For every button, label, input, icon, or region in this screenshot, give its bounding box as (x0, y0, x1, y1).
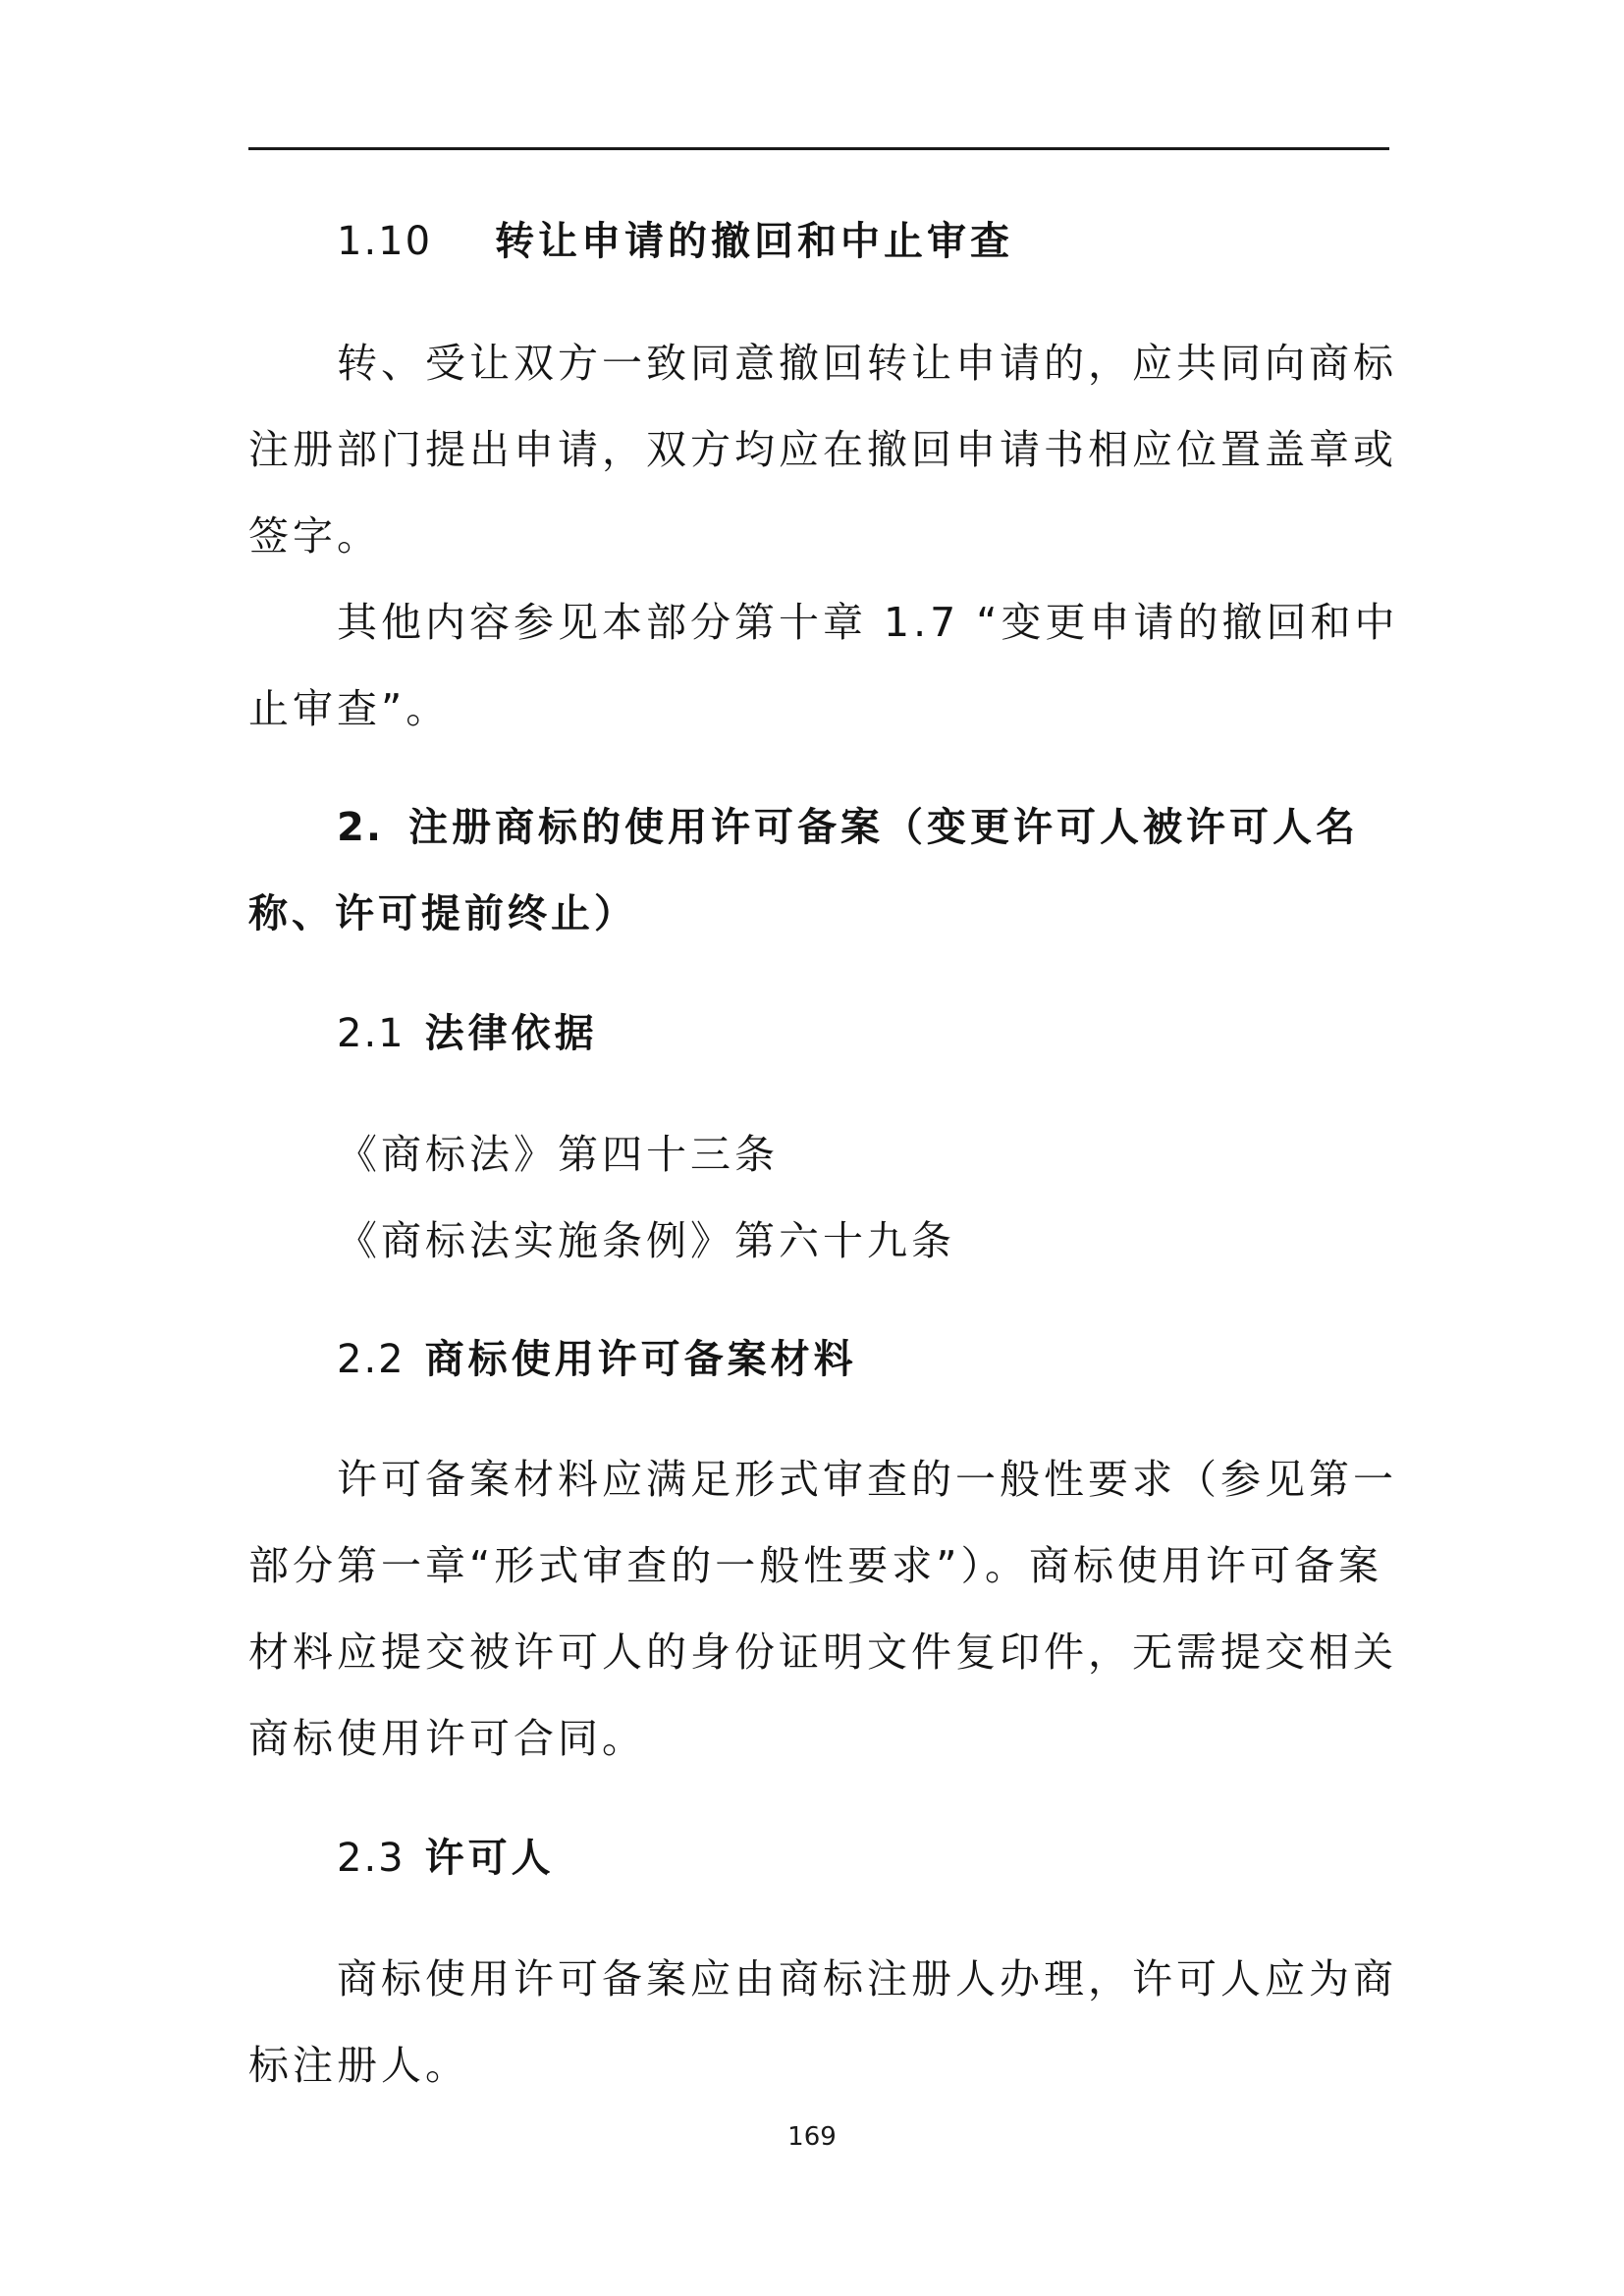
paragraph-line: 转、受让双方一致同意撤回转让申请的，应共同向商标 (337, 340, 1397, 387)
heading-title: 注册商标的使用许可备案（变更许可人被许可人名 (408, 805, 1360, 850)
section-heading-2-2 (337, 1332, 857, 1387)
heading-title: 许可人 (424, 1836, 555, 1881)
paragraph-line: 注册部门提出申请，双方均应在撤回申请书相应位置盖章或 (248, 426, 1397, 473)
section-heading-2-1 (337, 1006, 598, 1061)
heading-number: 2.3 (337, 1836, 406, 1881)
paragraph-line: 材料应提交被许可人的身份证明文件复印件，无需提交相关 (248, 1629, 1397, 1676)
paragraph-line: 止审查”。 (248, 685, 451, 732)
header-rule (248, 147, 1389, 150)
legal-basis-item: 《商标法实施条例》第六十九条 (337, 1217, 955, 1264)
heading-number: 2.1 (337, 1011, 406, 1056)
paragraph-line: 商标使用许可合同。 (248, 1715, 646, 1762)
paragraph-line: 标注册人。 (248, 2042, 469, 2089)
heading-number: 1.10 (337, 219, 433, 264)
heading-title: 转让申请的撤回和中止审查 (495, 219, 1014, 264)
section-heading-2 (337, 800, 1359, 855)
section-heading-2-continued: 称、许可提前终止） (248, 891, 637, 936)
heading-number: 2. (337, 805, 384, 850)
paragraph-line: 许可备案材料应满足形式审查的一般性要求（参见第一 (337, 1456, 1397, 1503)
heading-number: 2.2 (337, 1337, 406, 1382)
paragraph-line: 其他内容参见本部分第十章 1.7 “变更申请的撤回和中 (337, 599, 1399, 646)
paragraph-line: 商标使用许可备案应由商标注册人办理，许可人应为商 (337, 1955, 1397, 2002)
legal-basis-item: 《商标法》第四十三条 (337, 1131, 779, 1178)
section-heading-2-3 (337, 1831, 555, 1886)
paragraph-line: 签字。 (248, 512, 381, 560)
paragraph-line: 部分第一章“形式审查的一般性要求”）。商标使用许可备案 (248, 1542, 1382, 1589)
heading-title: 商标使用许可备案材料 (424, 1337, 857, 1382)
page-number: 169 (787, 2122, 837, 2152)
heading-title: 法律依据 (424, 1011, 598, 1056)
section-heading-1-10 (337, 214, 1013, 269)
